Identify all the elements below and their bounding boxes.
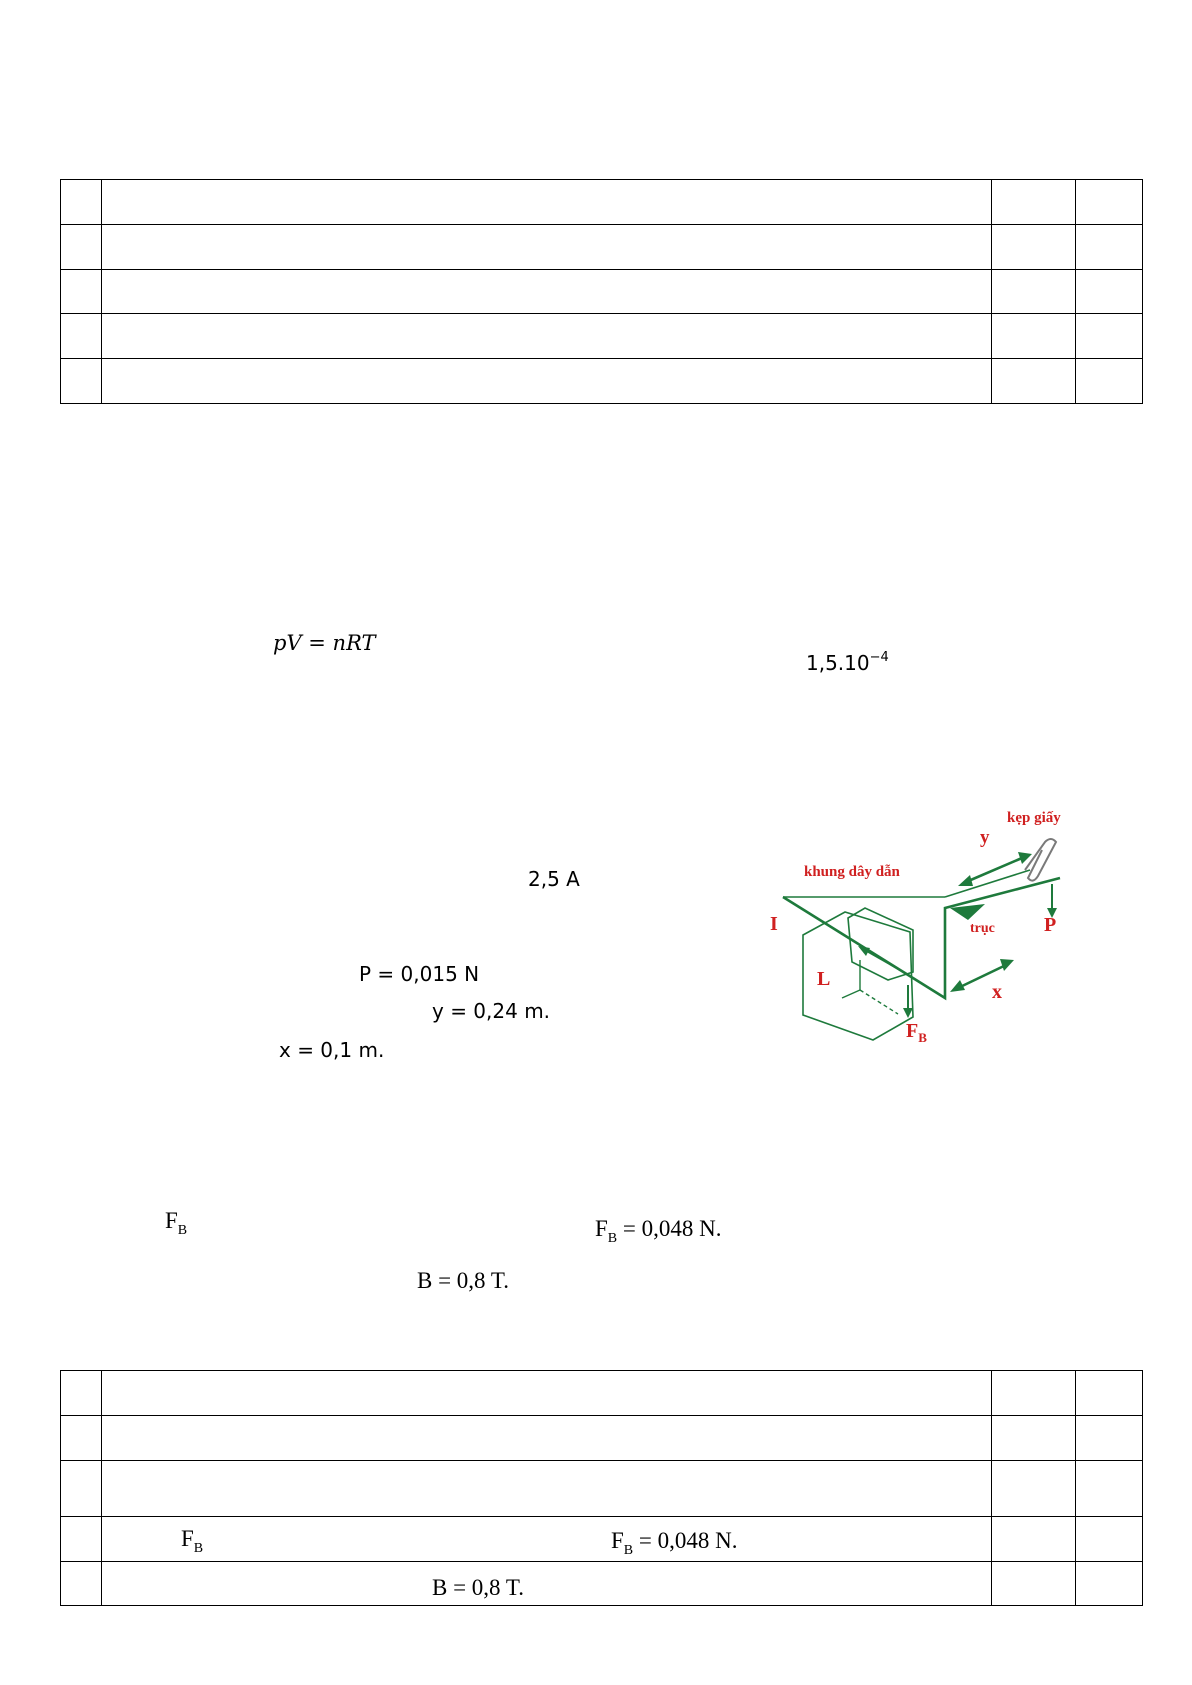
table-row xyxy=(61,359,1143,404)
coil-core-line xyxy=(842,990,860,998)
table-bottom xyxy=(60,1370,1143,1606)
table-row xyxy=(61,1416,1143,1461)
number-exponent: −4 xyxy=(869,650,889,665)
label-axis: trục xyxy=(970,921,995,936)
table-row xyxy=(61,180,1143,225)
table-b-value: B = 0,8 T. xyxy=(432,1575,524,1600)
label-y: y xyxy=(980,827,990,848)
x-value: x = 0,1 m. xyxy=(279,1038,385,1062)
b-value: B = 0,8 T. xyxy=(417,1268,509,1293)
coil-dashed-line xyxy=(860,990,898,1014)
label-clip: kẹp giấy xyxy=(1007,810,1061,826)
label-frame: khung dây dẫn xyxy=(804,864,900,880)
weight-value: P = 0,015 N xyxy=(359,962,480,986)
table-row xyxy=(61,1371,1143,1416)
table-row xyxy=(61,270,1143,314)
fb-value: $F_B = 0,048$ N. xyxy=(595,1216,722,1246)
table-top xyxy=(60,179,1143,404)
label-FB: $F_B$ xyxy=(906,1020,927,1045)
number-prefix: 1,5.10 xyxy=(806,651,870,675)
current-value: 2,5 A xyxy=(528,867,580,891)
table-row xyxy=(61,314,1143,359)
table-row xyxy=(61,1562,1143,1606)
label-I: I xyxy=(770,913,778,935)
fb-symbol: $F_B$ xyxy=(165,1208,188,1238)
label-x: x xyxy=(992,981,1002,1003)
ideal-gas-formula: pV = nRT xyxy=(273,631,376,655)
table-row xyxy=(61,1517,1143,1562)
table-fb-value: $F_B = 0,048$ N. xyxy=(611,1528,738,1558)
number-value xyxy=(806,651,889,673)
label-L: L xyxy=(817,968,831,990)
table-row xyxy=(61,225,1143,270)
magnetic-balance-figure xyxy=(770,800,1100,1075)
paper-clip-icon xyxy=(1025,839,1056,881)
y-arrow xyxy=(966,858,1022,882)
fb-arrowhead xyxy=(903,1008,913,1018)
label-P: P xyxy=(1044,914,1057,936)
current-arrow xyxy=(865,950,900,970)
current-arrowhead xyxy=(858,946,870,956)
table-fb-symbol: $F_B$ xyxy=(181,1526,204,1556)
table-row xyxy=(61,1461,1143,1517)
figure-svg xyxy=(770,800,1100,1070)
y-value: y = 0,24 m. xyxy=(432,999,551,1023)
